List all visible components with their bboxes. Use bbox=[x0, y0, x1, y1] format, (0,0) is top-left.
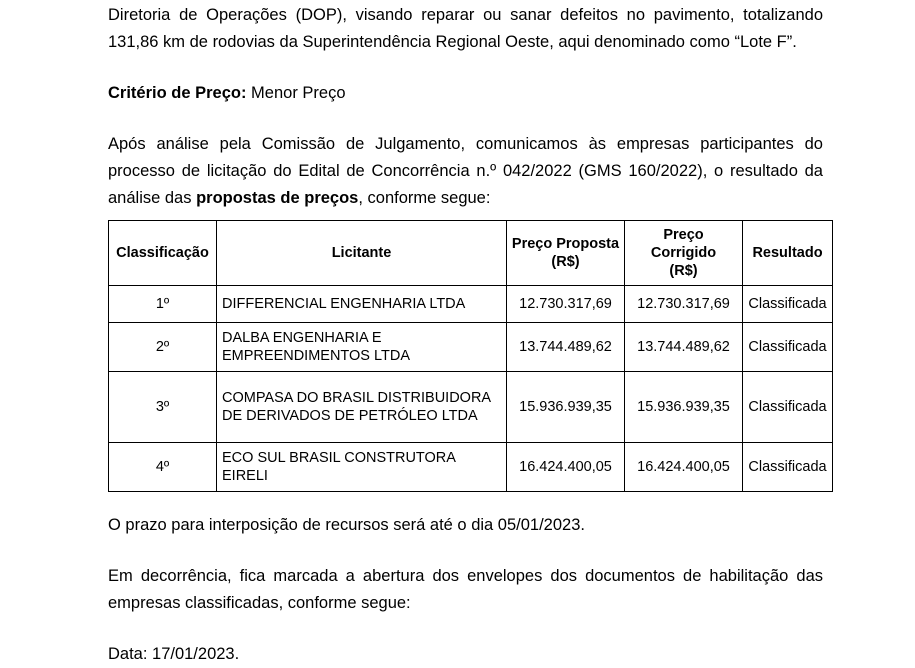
analysis-text-part2: , conforme segue: bbox=[358, 189, 491, 207]
cell-preco-corrigido: 15.936.939,35 bbox=[625, 372, 743, 443]
cell-classificacao: 4º bbox=[109, 443, 217, 492]
table-header bbox=[109, 221, 833, 286]
cell-preco-corrigido: 12.730.317,69 bbox=[625, 286, 743, 323]
cell-preco-corrigido: 13.744.489,62 bbox=[625, 323, 743, 372]
cell-classificacao: 3º bbox=[109, 372, 217, 443]
data-paragraph: Data: 17/01/2023. bbox=[108, 645, 240, 663]
cell-preco-corrigido: 16.424.400,05 bbox=[625, 443, 743, 492]
prazo-paragraph: O prazo para interposição de recursos será até o dia 05/01/2023. bbox=[108, 516, 585, 534]
cell-preco-proposta: 12.730.317,69 bbox=[507, 286, 625, 323]
table-body bbox=[109, 286, 833, 492]
table-header-row bbox=[109, 221, 833, 286]
spacer bbox=[108, 617, 823, 641]
intro-paragraph: Diretoria de Operações (DOP), visando reparar ou sanar defeitos no pavimento, totalizando 131,86 km de rodovias da Superintendência Regional Oeste, aqui denominado como “Lote F”. bbox=[108, 6, 823, 51]
cell-classificacao: 2º bbox=[109, 323, 217, 372]
cell-preco-proposta: 13.744.489,62 bbox=[507, 323, 625, 372]
criterio-value: Menor Preço bbox=[246, 84, 346, 102]
cell-classificacao: 1º bbox=[109, 286, 217, 323]
spacer bbox=[108, 107, 823, 131]
criterio-label: Critério de Preço: bbox=[108, 84, 247, 102]
cell-licitante: DIFFERENCIAL ENGENHARIA LTDA bbox=[217, 286, 507, 323]
header-preco-proposta bbox=[507, 221, 625, 286]
spacer bbox=[108, 56, 823, 80]
cell-preco-proposta: 15.936.939,35 bbox=[507, 372, 625, 443]
header-resultado: Resultado bbox=[743, 221, 833, 286]
header-classificacao: Classificação bbox=[109, 221, 217, 286]
header-preco-proposta-unit: (R$) bbox=[551, 254, 580, 270]
table-row bbox=[109, 323, 833, 372]
header-preco-corrigido bbox=[625, 221, 743, 286]
results-table bbox=[108, 220, 833, 492]
header-licitante: Licitante bbox=[217, 221, 507, 286]
header-preco-proposta-label: Preço Proposta bbox=[511, 236, 620, 252]
cell-resultado: Classificada bbox=[743, 443, 833, 492]
spacer bbox=[108, 539, 823, 563]
analysis-text-part1: Após análise pela Comissão de Julgamento, comunicamos às empresas participantes do processo de licitação do Edital de Concorrência n.º 042/2022 (GMS 160/2022), o resultado da análise das bbox=[108, 135, 823, 207]
cell-licitante: COMPASA DO BRASIL DISTRIBUIDORA DE DERIVADOS DE PETRÓLEO LTDA bbox=[217, 372, 507, 443]
header-preco-corrigido-unit: (R$) bbox=[669, 263, 698, 279]
decorrencia-paragraph: Em decorrência, fica marcada a abertura dos envelopes dos documentos de habilitação das empresas classificadas, conforme segue: bbox=[108, 567, 823, 612]
criterio-paragraph bbox=[108, 80, 823, 107]
table-row bbox=[109, 372, 833, 443]
table-row bbox=[109, 443, 833, 492]
spacer bbox=[108, 492, 823, 512]
table-row bbox=[109, 286, 833, 323]
cell-licitante: ECO SUL BRASIL CONSTRUTORA EIRELI bbox=[217, 443, 507, 492]
cell-resultado: Classificada bbox=[743, 286, 833, 323]
cell-licitante: DALBA ENGENHARIA E EMPREENDIMENTOS LTDA bbox=[217, 323, 507, 372]
header-preco-corrigido-label: Preço Corrigido bbox=[650, 227, 717, 261]
analysis-bold-text: propostas de preços bbox=[196, 189, 359, 207]
cell-preco-proposta: 16.424.400,05 bbox=[507, 443, 625, 492]
cell-resultado: Classificada bbox=[743, 323, 833, 372]
cell-resultado: Classificada bbox=[743, 372, 833, 443]
analysis-paragraph bbox=[108, 131, 823, 212]
